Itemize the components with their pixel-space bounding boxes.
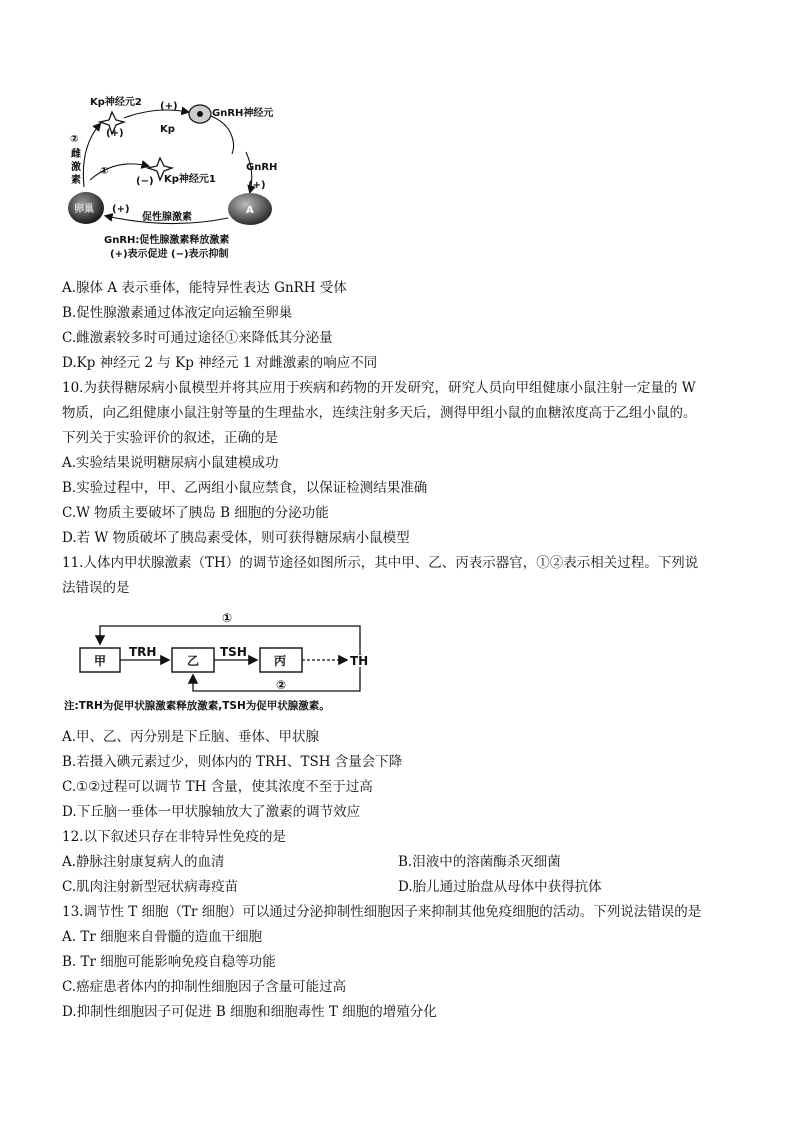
gnrh-neuron-label: GnRH神经元 <box>212 108 274 119</box>
q10-stem-line-1: 10.为获得糖尿病小鼠模型并将其应用于疾病和药物的开发研究，研究人员向甲组健康小鼠注射一定量的 W <box>62 380 696 396</box>
q10-stem-line-2: 物质，向乙组健康小鼠注射等量的生理盐水，连续注射多天后，测得甲组小鼠的血糖浓度高于乙组小鼠的。 <box>62 405 697 421</box>
th-regulation-figure <box>60 605 390 715</box>
q12-option-d: D.胎儿通过胎盘从母体中获得抗体 <box>398 879 602 895</box>
gnrh-label: GnRH <box>246 162 278 173</box>
bing-label: 丙 <box>274 654 287 668</box>
jia-label: 甲 <box>94 654 107 668</box>
hormone-regulation-figure <box>60 92 290 262</box>
q11-stem-line-2: 法错误的是 <box>62 580 130 596</box>
circle-2: ② <box>276 678 287 692</box>
plus-kp2: (+) <box>106 128 124 139</box>
q12-option-a: A.静脉注射康复病人的血清 <box>62 854 225 870</box>
q11-option-c: C.①②过程可以调节 TH 含量，使其浓度不至于过高 <box>62 779 373 795</box>
q9-option-d: D.Kp 神经元 2 与 Kp 神经元 1 对雌激素的响应不同 <box>62 355 378 371</box>
q10-option-c: C.W 物质主要破坏了胰岛 B 细胞的分泌功能 <box>62 505 329 521</box>
q12-option-b: B.泪液中的溶菌酶杀灭细菌 <box>398 854 561 870</box>
legend-line-2: (+)表示促进 (−)表示抑制 <box>110 249 229 260</box>
kp-label: Kp <box>160 124 175 135</box>
gland-a-label: A <box>246 205 254 216</box>
circle-1: ① <box>222 611 233 625</box>
trh-label: TRH <box>129 645 157 659</box>
q10-option-b: B.实验过程中，甲、乙两组小鼠应禁食，以保证检测结果准确 <box>62 480 428 496</box>
q11-option-b: B.若摄入碘元素过少，则体内的 TRH、TSH 含量会下降 <box>62 754 403 770</box>
q12-stem: 12.以下叙述只存在非特异性免疫的是 <box>62 829 286 845</box>
plus-bottom: (+) <box>112 204 130 215</box>
th-label: TH <box>350 654 369 668</box>
th-note: 注:TRH为促甲状腺激素释放激素,TSH为促甲状腺激素。 <box>64 700 330 712</box>
q11-option-a: A.甲、乙、丙分别是下丘脑、垂体、甲状腺 <box>62 729 320 745</box>
q9-option-b: B.促性腺激素通过体液定向运输至卵巢 <box>62 305 293 321</box>
yi-label: 乙 <box>187 654 200 668</box>
q12-option-c: C.肌肉注射新型冠状病毒疫苗 <box>62 879 239 895</box>
q10-option-a: A.实验结果说明糖尿病小鼠建模成功 <box>62 455 279 471</box>
q10-stem-line-3: 下列关于实验评价的叙述，正确的是 <box>62 430 278 446</box>
q10-option-d: D.若 W 物质破坏了胰岛素受体，则可获得糖尿病小鼠模型 <box>62 530 410 546</box>
ji: 激 <box>71 162 81 173</box>
minus-kp1: (−) <box>136 176 154 187</box>
q13-stem: 13.调节性 T 细胞（Tr 细胞）可以通过分泌抑制性细胞因子来抑制其他免疫细胞的活动。下列说法错误的是 <box>62 904 702 920</box>
q11-stem-line-1: 11.人体内甲状腺激素（TH）的调节途径如图所示，其中甲、乙、丙表示器官，①②表示相关过程。下列说 <box>62 555 699 571</box>
q13-option-c: C.癌症患者体内的抑制性细胞因子含量可能过高 <box>62 979 347 995</box>
circle-1: ① <box>100 166 109 177</box>
ci: 雌 <box>71 149 81 160</box>
plus-gnrh: (+) <box>248 180 266 191</box>
q13-option-d: D.抑制性细胞因子可促进 B 细胞和细胞毒性 T 细胞的增殖分化 <box>62 1004 437 1020</box>
plus-top: (+) <box>160 101 178 112</box>
q9-option-c: C.雌激素较多时可通过途径①来降低其分泌量 <box>62 330 333 346</box>
q9-option-a: A.腺体 A 表示垂体，能特异性表达 GnRH 受体 <box>62 280 347 296</box>
gonadotropin-label: 促性腺激素 <box>142 212 192 223</box>
kp-neuron-2-label: Kp神经元2 <box>90 97 142 108</box>
su: 素 <box>71 175 81 186</box>
legend-line-1: GnRH:促性腺激素释放激素 <box>104 235 230 246</box>
circle-2: ② <box>70 134 79 145</box>
q13-option-b: B. Tr 细胞可能影响免疫自稳等功能 <box>62 954 276 970</box>
tsh-label: TSH <box>220 645 247 659</box>
q13-option-a: A. Tr 细胞来自骨髓的造血干细胞 <box>62 929 263 945</box>
kp-neuron-1-label: Kp神经元1 <box>164 174 216 185</box>
ovary-label: 卵巢 <box>74 204 94 215</box>
q11-option-d: D.下丘脑一垂体一甲状腺轴放大了激素的调节效应 <box>62 804 361 820</box>
